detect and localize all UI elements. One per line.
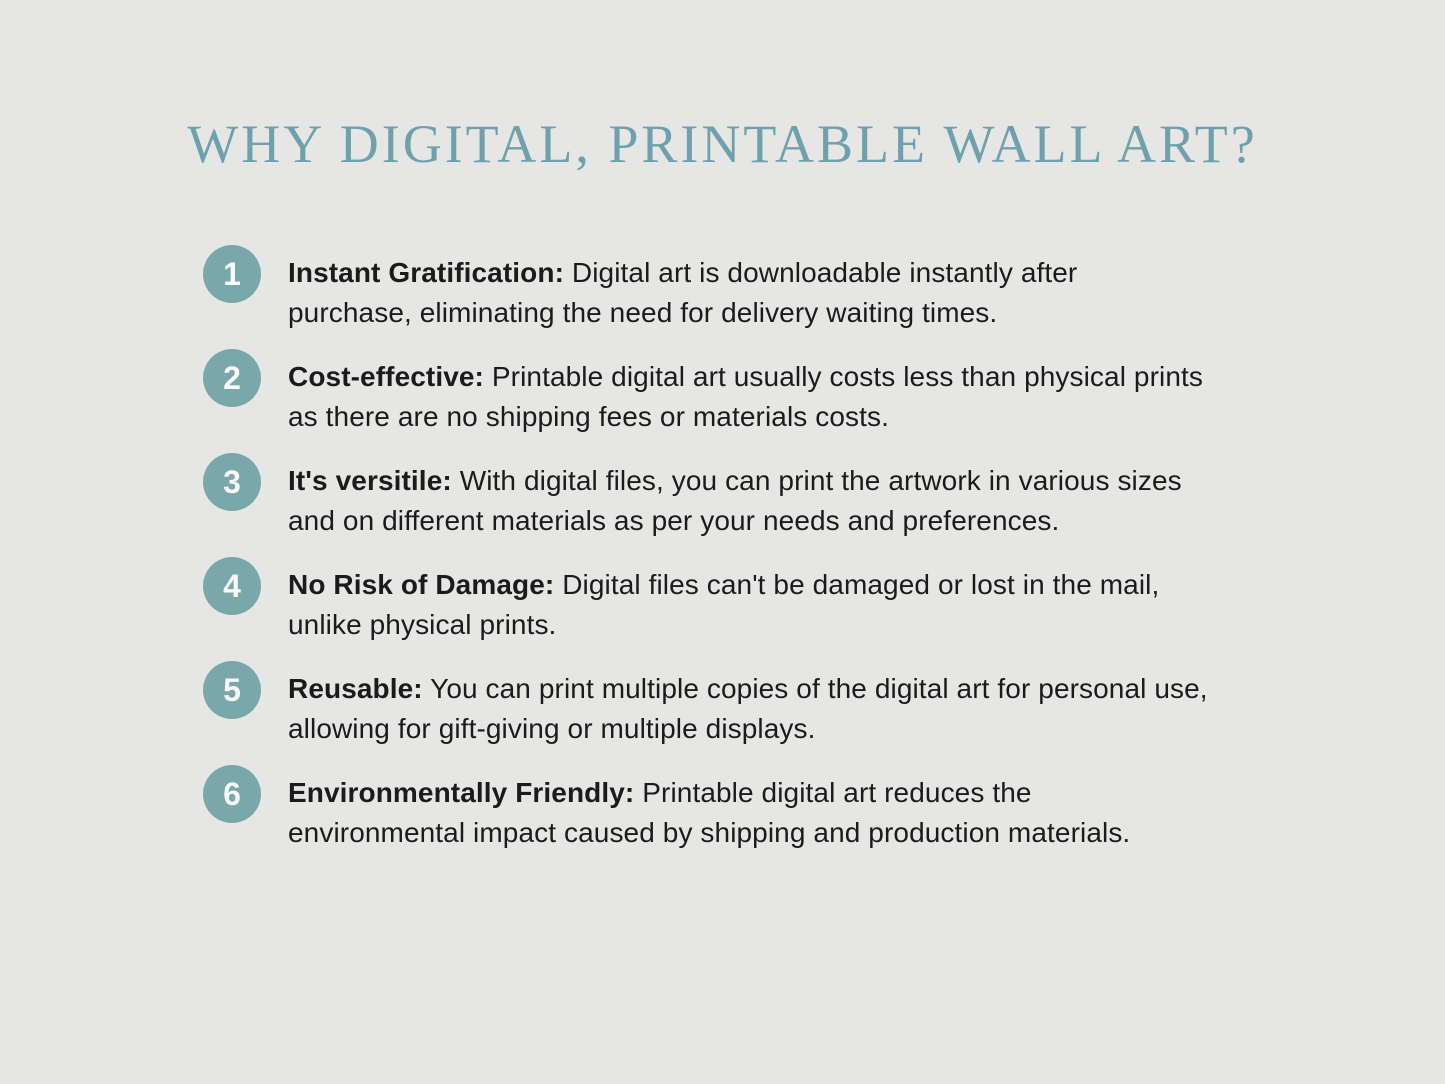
item-text <box>288 461 1208 541</box>
item-body: Digital art is downloadable instantly after purchase, eliminating the need for delivery waiting times. <box>288 256 1078 328</box>
item-label: Reusable: <box>288 672 423 704</box>
item-body: Printable digital art reduces the environmental impact caused by shipping and production materials. <box>288 776 1131 848</box>
item-number-badge <box>203 245 261 303</box>
item-text <box>288 669 1208 749</box>
item-number: 2 <box>223 359 241 396</box>
list-item <box>203 461 1263 541</box>
item-text <box>288 565 1208 645</box>
list-item <box>203 773 1263 853</box>
item-number: 3 <box>223 463 241 500</box>
item-body: Printable digital art usually costs less than physical prints as there are no shipping fees or materials costs. <box>288 360 1203 432</box>
item-number-badge <box>203 765 261 823</box>
item-number: 1 <box>223 255 241 292</box>
item-body: Digital files can't be damaged or lost in the mail, unlike physical prints. <box>288 568 1160 640</box>
item-number-badge <box>203 453 261 511</box>
page-title: WHY DIGITAL, PRINTABLE WALL ART? <box>187 114 1258 174</box>
item-text <box>288 253 1208 333</box>
item-label: Cost-effective: <box>288 360 484 392</box>
list-item <box>203 357 1263 437</box>
item-number-badge <box>203 349 261 407</box>
item-number-badge <box>203 661 261 719</box>
item-number: 4 <box>223 567 241 604</box>
item-label: Instant Gratification: <box>288 256 564 288</box>
item-body: You can print multiple copies of the digital art for personal use, allowing for gift-giving or multiple displays. <box>288 672 1208 744</box>
item-number: 6 <box>223 775 241 812</box>
list-item <box>203 253 1263 333</box>
item-number-badge <box>203 557 261 615</box>
item-number: 5 <box>223 671 241 708</box>
item-label: Environmentally Friendly: <box>288 776 635 808</box>
item-text <box>288 773 1208 853</box>
item-label: It's versitile: <box>288 464 452 496</box>
item-text <box>288 357 1208 437</box>
list-item <box>203 669 1263 749</box>
benefit-list <box>203 253 1263 853</box>
list-item <box>203 565 1263 645</box>
item-body: With digital files, you can print the artwork in various sizes and on different materials as per your needs and preferences. <box>288 464 1182 536</box>
item-label: No Risk of Damage: <box>288 568 555 600</box>
